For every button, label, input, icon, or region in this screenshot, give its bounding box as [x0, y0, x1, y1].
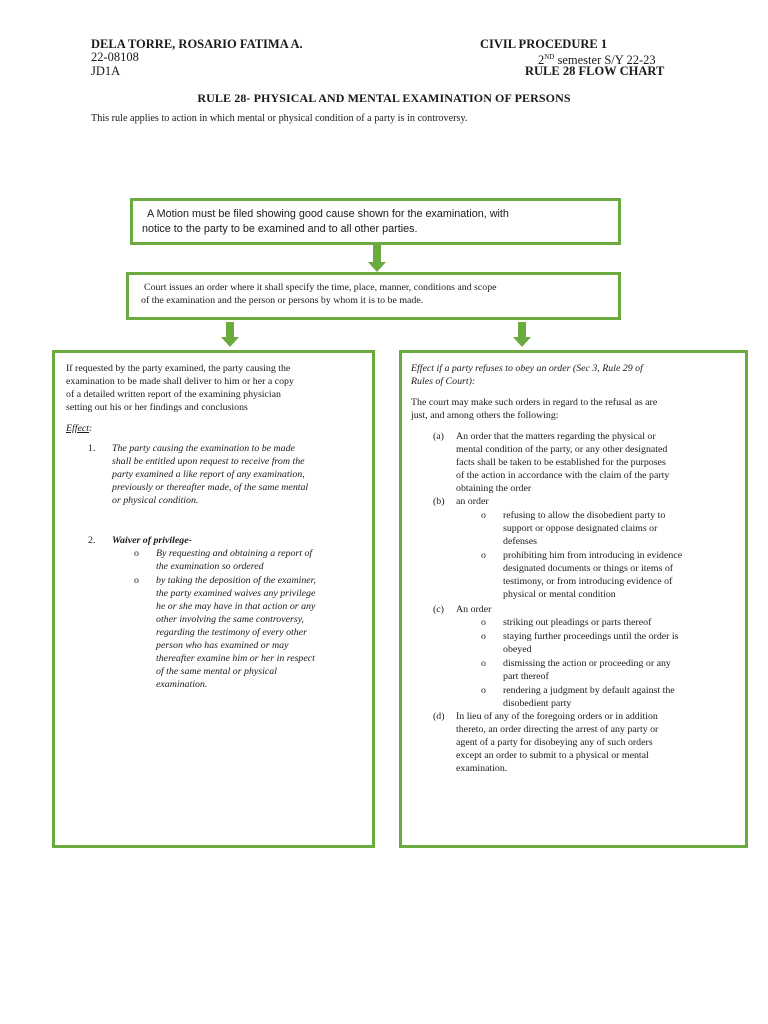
report-line: of a detailed written report of the examining physician: [66, 389, 281, 400]
label-d: (d): [433, 711, 445, 722]
page-title: RULE 28- PHYSICAL AND MENTAL EXAMINATION OF PERSONS: [197, 91, 571, 105]
order-b2-line: prohibiting him from introducing in evidence: [503, 550, 683, 561]
order-d-line: thereto, an order directing the arrest of any party or: [456, 724, 659, 735]
item-1-line: The party causing the examination to be made: [112, 443, 295, 454]
waiver-sub-2-line: thereafter examine him or her in respect: [156, 653, 315, 664]
waiver-sub-2-line: other involving the same controversy,: [156, 614, 304, 625]
section: JD1A: [91, 64, 121, 78]
order-a-line: facts shall be taken to be established for the purposes: [456, 457, 666, 468]
report-line: examination to be made shall deliver to him or her a copy: [66, 376, 294, 387]
order-c2-line: staying further proceedings until the order is: [503, 631, 679, 642]
bullet-1: o: [134, 548, 139, 559]
bullet-c1: o: [481, 617, 486, 628]
order-c3-line: part thereof: [503, 671, 549, 682]
semester-rest: semester S/Y 22-23: [554, 53, 656, 68]
order-b: an order: [456, 496, 489, 507]
order-b2: [503, 549, 682, 601]
order-b1-line: support or oppose designated claims or: [503, 523, 658, 534]
course: CIVIL PROCEDURE 1: [480, 37, 608, 51]
item-1-number: 1.: [88, 443, 96, 454]
bullet-b1: o: [481, 510, 486, 521]
order-d: [456, 710, 658, 775]
refusal-heading: [411, 362, 643, 388]
order-b1-line: refusing to allow the disobedient party to: [503, 510, 666, 521]
waiver-sub-2-line: examination.: [156, 679, 208, 690]
effect-label: Effect:: [66, 423, 93, 434]
bullet-2: o: [134, 575, 139, 586]
report-paragraph: [66, 362, 294, 414]
waiver-sub-2-line: person who has examined or may: [156, 640, 289, 651]
order-c3: [503, 657, 671, 683]
refusal-heading-line: Effect if a party refuses to obey an order (Sec 3, Rule 29 of: [411, 363, 643, 374]
label-a: (a): [433, 431, 444, 442]
order-d-line: In lieu of any of the foregoing orders or in addition: [456, 711, 658, 722]
order-b2-line: testimony, or from introducing evidence of: [503, 576, 673, 587]
motion-line-2: notice to the party to be examined and to all other parties.: [142, 223, 418, 235]
waiver-sub-1-line: the examination so ordered: [156, 561, 264, 572]
report-line: setting out his or her findings and conclusions: [66, 402, 248, 413]
order-b2-line: physical or mental condition: [503, 589, 616, 600]
effect-label-text: Effect: [66, 423, 90, 434]
order-b1: [503, 509, 665, 548]
refusal-paragraph-line: just, and among others the following:: [411, 410, 559, 421]
order-d-line: examination.: [456, 763, 508, 774]
waiver-sub-2-line: by taking the deposition of the examiner,: [156, 575, 316, 586]
order-c3-line: dismissing the action or proceeding or any: [503, 658, 671, 669]
waiver-sub-1: [156, 547, 312, 573]
waiver-sub-2-line: the party examined waives any privilege: [156, 588, 316, 599]
student-name: DELA TORRE, ROSARIO FATIMA A.: [91, 37, 303, 51]
label-b: (b): [433, 496, 445, 507]
item-1-line: party examined a like report of any examination,: [112, 469, 305, 480]
court-order-line-1: Court issues an order where it shall specify the time, place, manner, conditions and scope: [144, 282, 497, 293]
order-c4: [503, 684, 675, 710]
report-effect-box: [52, 350, 375, 848]
court-order-line-2: of the examination and the person or persons by whom it is to be made.: [141, 295, 424, 306]
order-a-line: mental condition of the party, or any other designated: [456, 444, 668, 455]
waiver-sub-2-line: regarding the testimony of every other: [156, 627, 307, 638]
refusal-heading-line: Rules of Court):: [411, 376, 476, 387]
waiver-sub-2-line: of the same mental or physical: [156, 666, 277, 677]
motion-box: [130, 198, 621, 245]
label-c: (c): [433, 604, 444, 615]
order-b1-line: defenses: [503, 536, 537, 547]
order-a: [456, 430, 669, 495]
item-1-line: shall be entitled upon request to receive from the: [112, 456, 305, 467]
bullet-c4: o: [481, 685, 486, 696]
student-id: 22-08108: [91, 50, 139, 64]
intro-text: This rule applies to action in which mental or physical condition of a party is in controversy.: [91, 113, 468, 124]
report-line: If requested by the party examined, the party causing the: [66, 363, 291, 374]
order-a-line: of the action in accordance with the claim of the party: [456, 470, 670, 481]
order-a-line: An order that the matters regarding the physical or: [456, 431, 656, 442]
waiver-title: Waiver of privilege-: [112, 535, 192, 546]
bullet-c2: o: [481, 631, 486, 642]
order-b2-line: designated documents or things or items of: [503, 563, 674, 574]
semester-superscript: ND: [544, 53, 555, 61]
motion-line-1: A Motion must be filed showing good cause shown for the examination, with: [147, 208, 509, 220]
waiver-sub-2: [156, 574, 316, 691]
order-a-line: obtaining the order: [456, 483, 532, 494]
item-1-line: or physical condition.: [112, 495, 199, 506]
order-c2: [503, 630, 679, 656]
bullet-c3: o: [481, 658, 486, 669]
refusal-paragraph: [411, 396, 657, 422]
order-d-line: except an order to submit to a physical or mental: [456, 750, 649, 761]
court-order-box: [126, 272, 621, 320]
item-1-text: [112, 442, 308, 507]
refusal-paragraph-line: The court may make such orders in regard to the refusal as are: [411, 397, 658, 408]
refusal-effect-box: [399, 350, 748, 848]
chart-label: RULE 28 FLOW CHART: [525, 64, 665, 78]
order-c2-line: obeyed: [503, 644, 532, 655]
order-c4-line: disobedient party: [503, 698, 572, 709]
waiver-sub-1-line: By requesting and obtaining a report of: [156, 548, 313, 559]
bullet-b2: o: [481, 550, 486, 561]
semester-ordinal: 2: [538, 53, 545, 68]
order-c4-line: rendering a judgment by default against the: [503, 685, 675, 696]
waiver-sub-2-line: he or she may have in that action or any: [156, 601, 316, 612]
item-1-line: previously or thereafter made, of the same mental: [112, 482, 309, 493]
order-c: An order: [456, 604, 492, 615]
item-2-number: 2.: [88, 535, 96, 546]
order-d-line: agent of a party for disobeying any of such orders: [456, 737, 653, 748]
order-c1: striking out pleadings or parts thereof: [503, 617, 652, 628]
